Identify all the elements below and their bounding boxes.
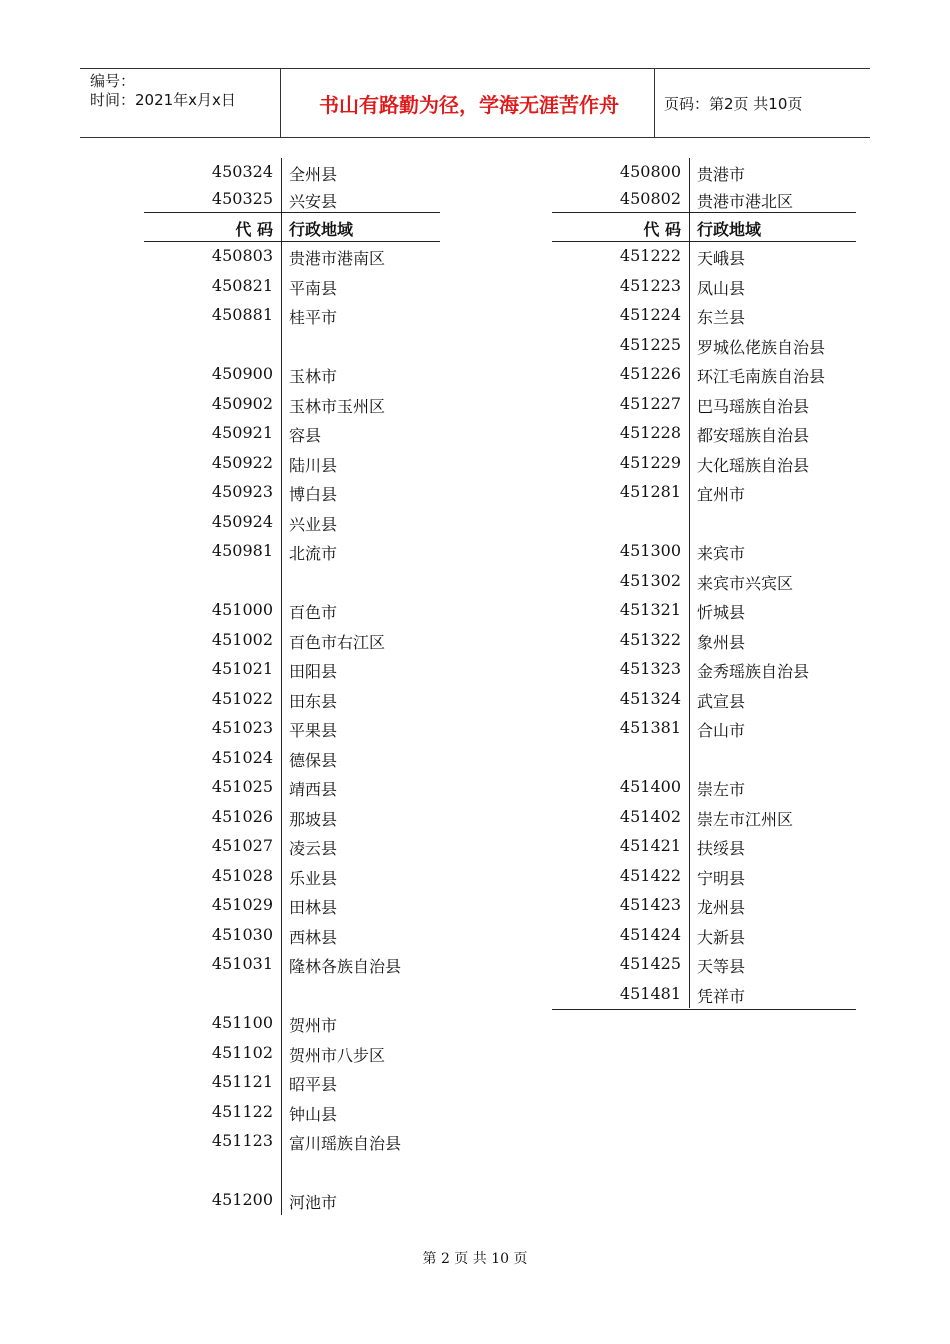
table-row: [144, 803, 440, 832]
table-row: [552, 478, 856, 507]
region-name: 东兰县: [697, 308, 746, 327]
region-code: 451424: [619, 924, 681, 944]
region-code: 451122: [211, 1101, 273, 1121]
region-name: 都安瑶族自治县: [697, 426, 810, 445]
table-row: [552, 242, 856, 271]
region-name: 天等县: [697, 957, 746, 976]
column-divider: [281, 213, 282, 1215]
region-name: 靖西县: [289, 780, 338, 799]
region-name: 陆川县: [289, 455, 338, 475]
region-name: 巴马瑶族自治县: [697, 396, 810, 416]
region-code: 451026: [211, 806, 273, 826]
header-region-label: 行政地域: [697, 220, 762, 239]
region-name: 扶绥县: [697, 839, 746, 858]
region-name: 贺州市八步区: [289, 1045, 386, 1065]
region-name: 凌云县: [289, 839, 338, 858]
table-row: [144, 596, 440, 625]
region-name: 容县: [289, 426, 322, 445]
region-code: 451226: [619, 364, 681, 383]
region-name: 平果县: [289, 721, 338, 740]
table-row: [144, 921, 440, 950]
table-row: [144, 508, 440, 537]
region-code: 451400: [619, 777, 681, 796]
header-divider: [280, 69, 281, 137]
region-name: 兴业县: [289, 514, 338, 534]
region-code: 451323: [619, 659, 681, 678]
region-code: 451381: [619, 718, 681, 737]
region-code: 451321: [619, 600, 681, 619]
region-code: 450921: [211, 423, 273, 442]
table-row: [552, 331, 856, 360]
table-row: [552, 272, 856, 301]
region-code: 450902: [211, 393, 273, 413]
region-code: 450325: [211, 189, 273, 208]
region-code: 451025: [211, 777, 273, 796]
region-name: 平南县: [289, 278, 338, 298]
table-row: [552, 891, 856, 920]
table-row: [552, 419, 856, 448]
region-name: 北流市: [289, 544, 338, 563]
region-name: 大化瑶族自治县: [697, 455, 810, 475]
table-row: [144, 1068, 440, 1097]
region-code: 451302: [619, 570, 681, 590]
region-name: 金秀瑶族自治县: [697, 662, 810, 681]
table-row: [552, 832, 856, 861]
region-code: 451024: [211, 747, 273, 767]
table-row: [552, 360, 856, 389]
table-row: [552, 862, 856, 891]
serial-label: 编号：: [90, 72, 136, 90]
page-info: 页码：第2页 共10页: [664, 94, 803, 113]
table-row: [144, 1186, 440, 1215]
region-code: 451402: [619, 806, 681, 826]
region-code: 451029: [211, 895, 273, 914]
region-code: 451002: [211, 629, 273, 649]
table-row: [144, 626, 440, 655]
region-name: 忻城县: [697, 603, 746, 622]
table-row: [144, 1009, 440, 1038]
table-row: [552, 655, 856, 684]
region-code: 451481: [619, 983, 681, 1003]
table-row: [144, 185, 440, 214]
region-name: 百色市右江区: [289, 632, 386, 652]
region-name: 河池市: [289, 1193, 338, 1212]
region-name: 凤山县: [697, 278, 746, 298]
table-row: [144, 158, 440, 187]
region-name: 田东县: [289, 691, 338, 711]
region-name: 武宣县: [697, 691, 746, 711]
column-divider: [689, 158, 690, 212]
table-row: [144, 832, 440, 861]
table-row: [144, 1127, 440, 1156]
region-code: 450324: [211, 162, 273, 181]
table-row: [144, 773, 440, 802]
header-meta: [90, 72, 236, 110]
table-row: [552, 803, 856, 832]
region-code: 450800: [619, 162, 681, 181]
document-header: [80, 68, 870, 138]
region-name: 来宾市兴宾区: [697, 573, 794, 593]
region-code: 450881: [211, 305, 273, 324]
table-row: [144, 567, 440, 596]
table-header-row: [144, 213, 440, 242]
region-name: 全州县: [289, 165, 338, 184]
table-row: [552, 980, 856, 1009]
table-row: [552, 950, 856, 979]
table-row: [144, 1098, 440, 1127]
table-row: [552, 773, 856, 802]
header-code-label: 代 码: [643, 220, 681, 239]
table-row: [144, 980, 440, 1009]
motto: 书山有路勤为径，学海无涯苦作舟: [319, 92, 619, 117]
region-name: 钟山县: [289, 1104, 338, 1124]
table-row: [552, 185, 856, 214]
table-row: [552, 626, 856, 655]
header-code-label: 代 码: [235, 220, 273, 239]
region-code: 451200: [211, 1190, 273, 1209]
region-name: 田阳县: [289, 662, 338, 681]
table-row: [144, 242, 440, 271]
region-code: 450900: [211, 364, 273, 383]
region-code: 451425: [619, 954, 681, 973]
region-name: 桂平市: [289, 308, 338, 327]
table-row: [552, 685, 856, 714]
region-name: 百色市: [289, 603, 338, 622]
region-code: 451102: [211, 1042, 273, 1062]
region-name: 博白县: [289, 485, 338, 504]
region-name: 隆林各族自治县: [289, 957, 402, 976]
region-name: 玉林市玉州区: [289, 396, 386, 416]
region-name: 贵港市港北区: [697, 192, 794, 211]
region-code: 451225: [619, 334, 681, 354]
region-code: 450802: [619, 189, 681, 208]
table-row: [144, 449, 440, 478]
region-name: 环江毛南族自治县: [697, 367, 826, 386]
region-name: 罗城仫佬族自治县: [697, 337, 826, 357]
table-row: [144, 891, 440, 920]
region-name: 合山市: [697, 721, 746, 740]
table-row: [144, 272, 440, 301]
region-name: 昭平县: [289, 1075, 338, 1094]
time-label: 时间：2021年x月x日: [90, 91, 236, 109]
region-code: 450981: [211, 541, 273, 560]
region-name: 富川瑶族自治县: [289, 1134, 402, 1153]
table-row: [144, 537, 440, 566]
region-name: 宁明县: [697, 868, 746, 888]
region-code: 451121: [211, 1072, 273, 1091]
region-code: 450924: [211, 511, 273, 531]
table-row: [144, 301, 440, 330]
page-footer: 第 2 页 共 10 页: [422, 1251, 528, 1267]
region-code: 451022: [211, 688, 273, 708]
table-row: [144, 360, 440, 389]
region-name: 宜州市: [697, 485, 746, 504]
region-name: 贵港市港南区: [289, 249, 386, 268]
region-code: 451100: [211, 1013, 273, 1032]
region-code: 451000: [211, 600, 273, 619]
table-row: [552, 449, 856, 478]
table-row: [144, 862, 440, 891]
region-code: 451027: [211, 836, 273, 855]
region-code: 451028: [211, 865, 273, 885]
region-code: 451222: [619, 246, 681, 265]
region-code: 451123: [211, 1131, 273, 1150]
table-row: [144, 714, 440, 743]
region-name: 西林县: [289, 927, 338, 947]
region-code: 451281: [619, 482, 681, 501]
table-row: [552, 158, 856, 187]
region-name: 贵港市: [697, 165, 746, 184]
region-name: 大新县: [697, 927, 746, 947]
region-code: 451421: [619, 836, 681, 855]
table-row: [552, 508, 856, 537]
region-code: 451227: [619, 393, 681, 413]
region-code: 451423: [619, 895, 681, 914]
region-code: 450922: [211, 452, 273, 472]
region-name: 来宾市: [697, 544, 746, 563]
region-code: 451322: [619, 629, 681, 649]
region-code: 450821: [211, 275, 273, 295]
table-bottom-rule: [552, 1009, 856, 1010]
table-row: [552, 921, 856, 950]
table-header-row: [552, 213, 856, 242]
table-row: [552, 596, 856, 625]
region-name: 田林县: [289, 898, 338, 917]
region-code: 450923: [211, 482, 273, 501]
region-name: 德保县: [289, 750, 338, 770]
header-region-label: 行政地域: [289, 220, 354, 239]
table-row: [552, 390, 856, 419]
region-name: 乐业县: [289, 868, 338, 888]
region-name: 玉林市: [289, 367, 338, 386]
region-code: 451031: [211, 954, 273, 973]
region-name: 龙州县: [697, 898, 746, 917]
region-name: 象州县: [697, 632, 746, 652]
region-code: 451324: [619, 688, 681, 708]
table-row: [552, 714, 856, 743]
region-code: 451224: [619, 305, 681, 324]
table-row: [144, 478, 440, 507]
table-row: [144, 655, 440, 684]
table-row: [144, 950, 440, 979]
table-row: [552, 537, 856, 566]
column-divider: [689, 213, 690, 1008]
region-code: 451229: [619, 452, 681, 472]
table-row: [144, 419, 440, 448]
table-row: [552, 301, 856, 330]
table-row: [144, 390, 440, 419]
region-code: 451030: [211, 924, 273, 944]
column-divider: [281, 158, 282, 212]
left-table: [144, 158, 440, 1218]
region-name: 崇左市: [697, 780, 746, 799]
region-code: 451300: [619, 541, 681, 560]
region-code: 451228: [619, 423, 681, 442]
region-code: 451021: [211, 659, 273, 678]
right-table: [552, 158, 856, 1018]
region-name: 兴安县: [289, 192, 338, 211]
table-row: [552, 744, 856, 773]
region-name: 贺州市: [289, 1016, 338, 1035]
region-name: 天峨县: [697, 249, 746, 268]
region-name: 崇左市江州区: [697, 809, 794, 829]
table-row: [144, 744, 440, 773]
table-row: [552, 567, 856, 596]
region-code: 451223: [619, 275, 681, 295]
table-row: [144, 685, 440, 714]
table-row: [144, 1039, 440, 1068]
region-code: 450803: [211, 246, 273, 265]
table-row: [144, 1157, 440, 1186]
region-code: 451023: [211, 718, 273, 737]
region-code: 451422: [619, 865, 681, 885]
table-row: [144, 331, 440, 360]
region-name: 那坡县: [289, 809, 338, 829]
region-name: 凭祥市: [697, 986, 746, 1006]
